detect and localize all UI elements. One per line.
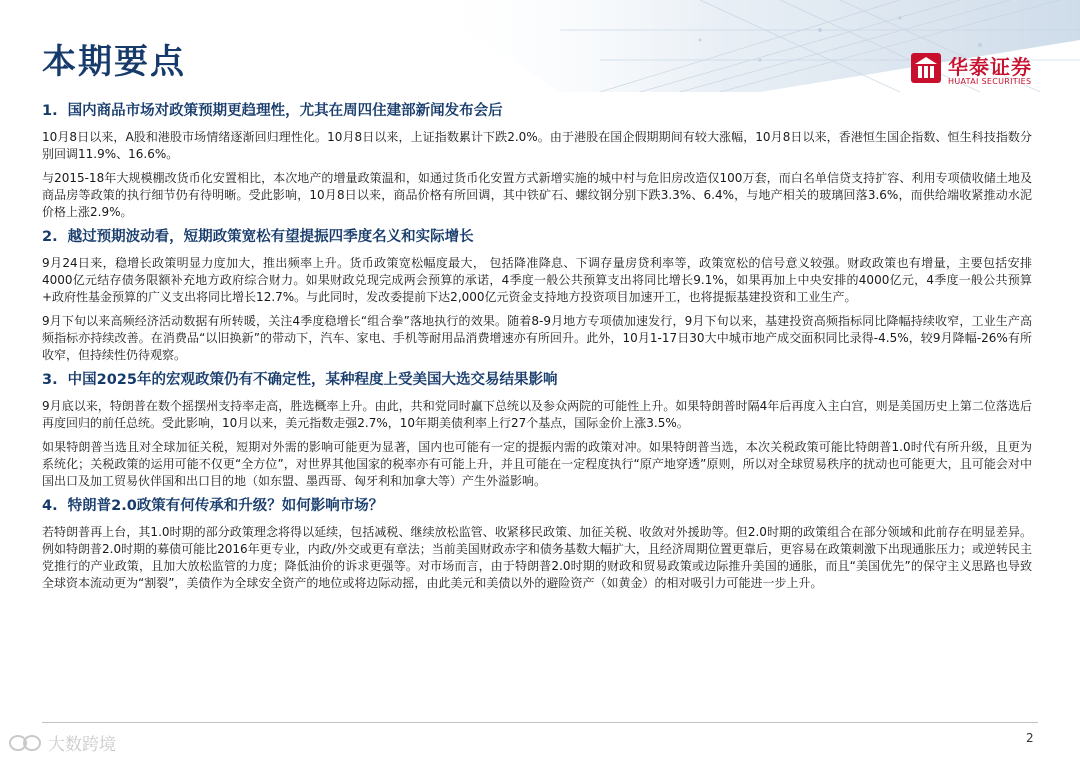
section-number: 1. bbox=[42, 103, 58, 119]
section-title bbox=[42, 371, 1032, 389]
section-number: 4. bbox=[42, 498, 58, 514]
section-title bbox=[42, 497, 1032, 515]
section-title-text: 越过预期波动看，短期政策宽松有望提振四季度名义和实际增长 bbox=[67, 229, 474, 245]
paragraph: 10月8日以来，A股和港股市场情绪逐渐回归理性化。10月8日以来，上证指数累计下跌2.0%。由于港股在国企假期期间有较大涨幅，10月8日以来，香港恒生国企指数、恒生科技指数分别回调11.9%、16.6%。 bbox=[42, 130, 1032, 161]
page-number: 2 bbox=[1026, 731, 1034, 745]
paragraph: 与2015-18年大规模棚改货币化安置相比，本次地产的增量政策温和，如通过货币化安置方式新增实施的城中村与危旧房改造仅100万套，而白名单信贷支持扩容、利用专项债收储土地及商品房等政策的执行细节仍有待明晰。受此影响，10月8日以来，商品价格有所回调，其中铁矿石、螺纹钢分别下跌3.3%、6.4%，与地产相关的玻璃回落3.6%，而供给端收紧推动水泥价格上涨2.9%。 bbox=[42, 171, 1032, 219]
logo-name-cn: 华泰证券 bbox=[948, 55, 1032, 79]
page-header bbox=[0, 0, 1080, 92]
paragraph: 9月底以来，特朗普在数个摇摆州支持率走高，胜选概率上升。由此，共和党同时赢下总统以及参众两院的可能性上升。如果特朗普时隔4年后再度入主白宫，则是美国历史上第二位落选后再度回归的前任总统。受此影响，10月以来，美元指数走强2.7%，10年期美债利率上行27个基点，国际金价上涨3.5%。 bbox=[42, 399, 1032, 430]
paragraph: 9月24日来，稳增长政策明显力度加大，推出频率上升。货币政策宽松幅度最大， 包括降准降息、下调存量房贷利率等，政策宽松的信号意义较强。财政政策也有增量，主要包括安排4000亿元结存债务限额补充地方政府综合财力。如果财政兑现完成两会预算的承诺，4季度一般公共预算支出将同比增长9.1%，如果再加上中央安排的4000亿元，4季度一般公共预算+政府性基金预算的广义支出将同比增长12.7%。与此同时，发改委提前下达2,000亿元资金支持地方投资项目加速开工，也将提振基建投资和工业生产。 bbox=[42, 256, 1032, 304]
watermark-text: 大数跨境 bbox=[48, 735, 116, 755]
paragraph: 如果特朗普当选且对全球加征关税，短期对外需的影响可能更为显著，国内也可能有一定的提振内需的政策对冲。如果特朗普当选，本次关税政策可能比特朗普1.0时代有所升级，且更为系统化；关税政策的运用可能不仅更“全方位”，对世界其他国家的税率亦有可能上升，并且可能在一定程度执行“原产地穿透”原则，所以对全球贸易秩序的扰动也可能更大，且可能会对中国出口及加工贸易伙伴国和出口目的地（如东盟、墨西哥、匈牙利和加拿大等）产生外溢影响。 bbox=[42, 440, 1032, 488]
section-title-text: 特朗普2.0政策有何传承和升级？如何影响市场？ bbox=[67, 498, 384, 514]
section-1 bbox=[42, 102, 1032, 221]
company-logo bbox=[910, 50, 1050, 90]
logo-name-en: HUATAI SECURITIES bbox=[948, 77, 1032, 86]
paragraph: 若特朗普再上台，其1.0时期的部分政策理念将得以延续，包括减税、继续放松监管、收紧移民政策、加征关税、收敛对外援助等。但2.0时期的政策组合在部分领域和此前存在明显差异。例如特朗普2.0时期的募债可能比2016年更专业，内政/外交或更有章法；当前美国财政赤字和债务基数大幅扩大，且经济周期位置更靠后，更容易在政策刺激下出现通胀压力；或逆转民主党推行的产业政策，且加大放松监管的力度；降低油价的诉求更强等。对市场而言，由于特朗普2.0时期的财政和贸易政策或边际推升美国的通胀，而且“美国优先”的保守主义思路也导致全球资本流动更为“割裂”，美债作为全球安全资产的地位或将边际动摇，由此美元和美债以外的避险资产（如黄金）的相对吸引力可能进一步上升。 bbox=[42, 525, 1032, 590]
section-title bbox=[42, 102, 1032, 120]
page-title: 本期要点 bbox=[42, 42, 186, 82]
footer-divider bbox=[42, 722, 1038, 723]
section-3 bbox=[42, 371, 1032, 490]
section-number: 3. bbox=[42, 372, 58, 388]
main-content bbox=[42, 96, 1032, 599]
section-title bbox=[42, 228, 1032, 246]
paragraph: 9月下旬以来高频经济活动数据有所转暖，关注4季度稳增长“组合拳”落地执行的效果。随着8-9月地方专项债加速发行，9月下旬以来，基建投资高频指标同比降幅持续收窄，工业生产高频指标亦持续改善。在消费品“以旧换新”的带动下，汽车、家电、手机等耐用品消费增速亦有所回升。此外，10月1-17日30大中城市地产成交面积同比录得-4.5%，较9月降幅-26%有所收窄，但持续性仍待观察。 bbox=[42, 314, 1032, 362]
section-number: 2. bbox=[42, 229, 58, 245]
watermark bbox=[8, 730, 116, 755]
section-4 bbox=[42, 497, 1032, 592]
huatai-logo-icon bbox=[910, 52, 942, 84]
section-title-text: 中国2025年的宏观政策仍有不确定性，某种程度上受美国大选交易结果影响 bbox=[67, 372, 558, 388]
watermark-logo-icon bbox=[8, 732, 44, 754]
section-2 bbox=[42, 228, 1032, 364]
section-title-text: 国内商品市场对政策预期更趋理性，尤其在周四住建部新闻发布会后 bbox=[67, 103, 503, 119]
